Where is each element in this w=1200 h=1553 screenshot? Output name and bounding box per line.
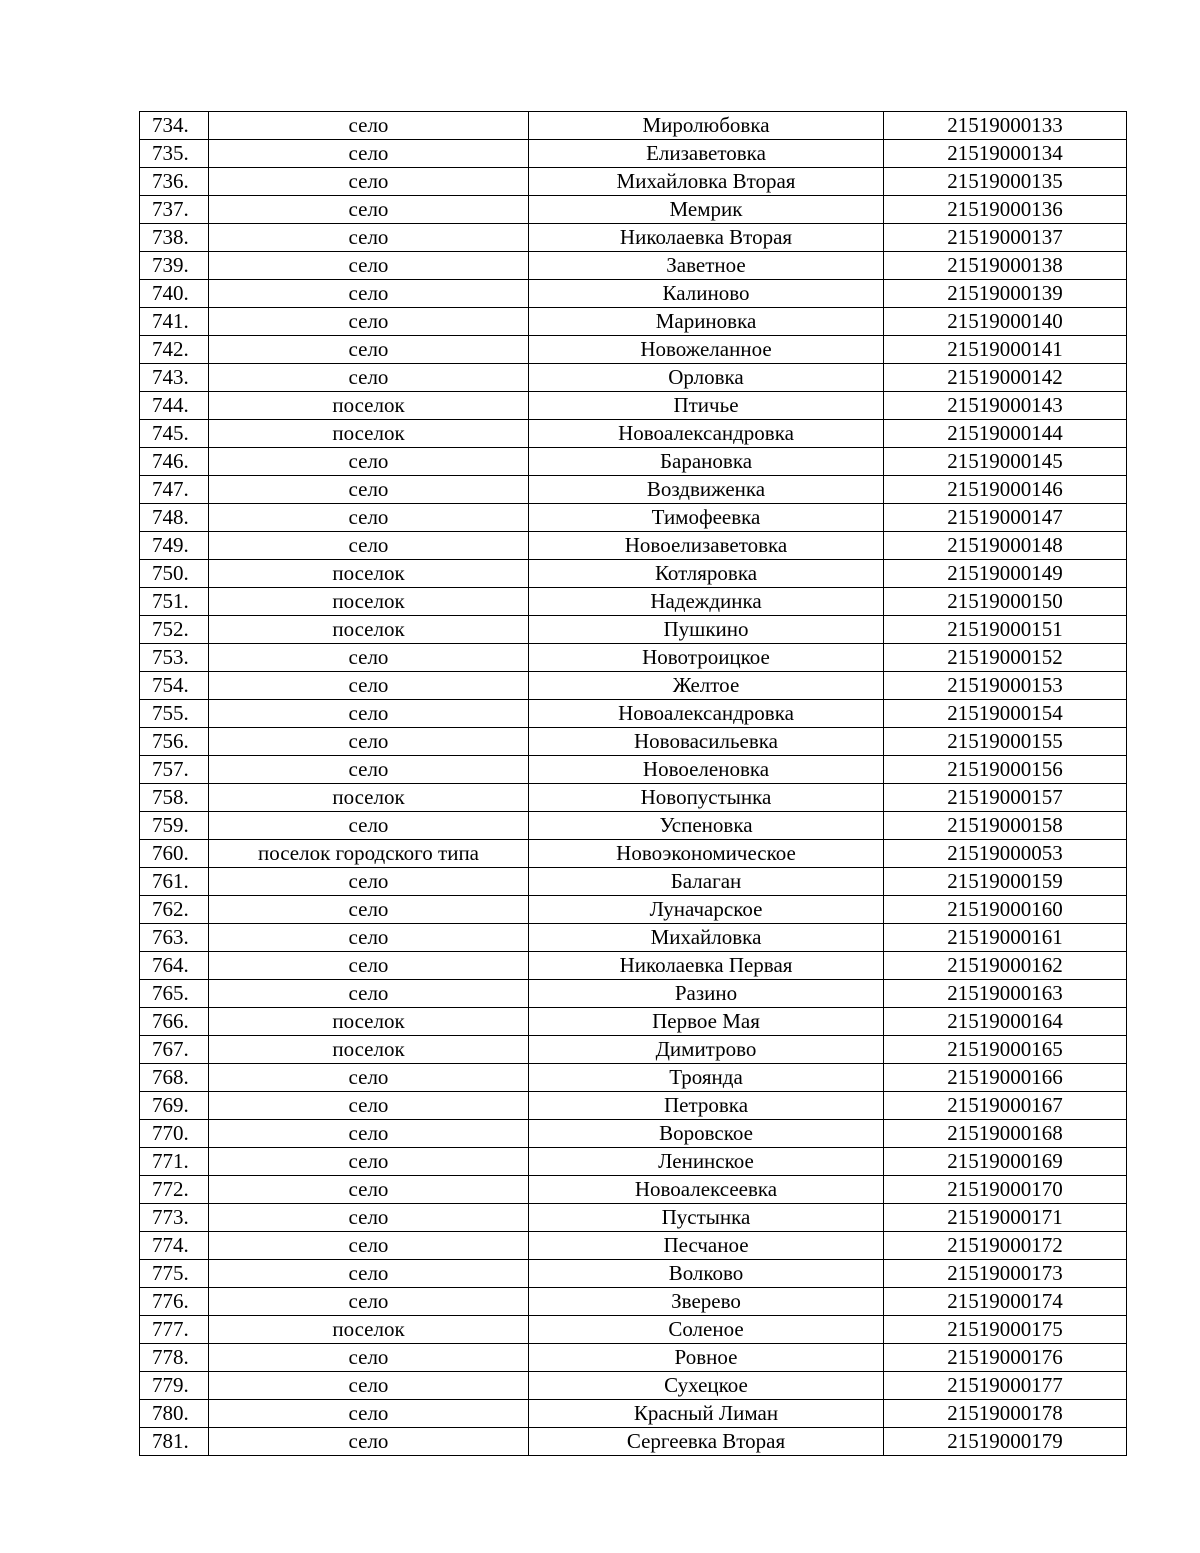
table-row <box>140 1232 1127 1260</box>
settlement-name-cell: Птичье <box>529 392 884 420</box>
settlement-type-cell: поселок городского типа <box>209 840 529 868</box>
row-number-cell: 766. <box>140 1008 209 1036</box>
settlement-type-cell: поселок <box>209 1316 529 1344</box>
settlement-type-cell: село <box>209 700 529 728</box>
settlement-code-cell: 21519000170 <box>884 1176 1127 1204</box>
settlement-type-cell: село <box>209 532 529 560</box>
row-number-cell: 734. <box>140 112 209 140</box>
row-number-cell: 741. <box>140 308 209 336</box>
settlement-type-cell: село <box>209 1372 529 1400</box>
table-row <box>140 420 1127 448</box>
row-number-cell: 756. <box>140 728 209 756</box>
settlement-type-cell: село <box>209 756 529 784</box>
settlement-name-cell: Троянда <box>529 1064 884 1092</box>
settlement-type-cell: село <box>209 448 529 476</box>
table-row <box>140 196 1127 224</box>
settlement-name-cell: Сухецкое <box>529 1372 884 1400</box>
settlement-code-cell: 21519000135 <box>884 168 1127 196</box>
settlement-type-cell: поселок <box>209 560 529 588</box>
settlement-type-cell: поселок <box>209 616 529 644</box>
settlement-name-cell: Пустынка <box>529 1204 884 1232</box>
settlement-name-cell: Николаевка Вторая <box>529 224 884 252</box>
table-row <box>140 812 1127 840</box>
table-row <box>140 1204 1127 1232</box>
settlement-name-cell: Балаган <box>529 868 884 896</box>
row-number-cell: 752. <box>140 616 209 644</box>
table-row <box>140 644 1127 672</box>
table-row <box>140 1064 1127 1092</box>
settlement-type-cell: село <box>209 252 529 280</box>
settlement-type-cell: село <box>209 336 529 364</box>
settlement-code-cell: 21519000161 <box>884 924 1127 952</box>
table-row <box>140 728 1127 756</box>
settlement-code-cell: 21519000173 <box>884 1260 1127 1288</box>
settlement-type-cell: село <box>209 952 529 980</box>
row-number-cell: 760. <box>140 840 209 868</box>
settlement-code-cell: 21519000157 <box>884 784 1127 812</box>
settlement-type-cell: село <box>209 728 529 756</box>
settlement-code-cell: 21519000134 <box>884 140 1127 168</box>
settlement-name-cell: Разино <box>529 980 884 1008</box>
row-number-cell: 746. <box>140 448 209 476</box>
row-number-cell: 759. <box>140 812 209 840</box>
settlement-code-cell: 21519000137 <box>884 224 1127 252</box>
settlement-code-cell: 21519000145 <box>884 448 1127 476</box>
settlement-name-cell: Новоеленовка <box>529 756 884 784</box>
settlement-code-cell: 21519000158 <box>884 812 1127 840</box>
settlement-name-cell: Сергеевка Вторая <box>529 1428 884 1456</box>
settlement-type-cell: поселок <box>209 784 529 812</box>
settlement-name-cell: Новожеланное <box>529 336 884 364</box>
row-number-cell: 777. <box>140 1316 209 1344</box>
settlement-code-cell: 21519000147 <box>884 504 1127 532</box>
table-row <box>140 1260 1127 1288</box>
settlement-name-cell: Заветное <box>529 252 884 280</box>
row-number-cell: 744. <box>140 392 209 420</box>
settlement-name-cell: Михайловка <box>529 924 884 952</box>
settlement-name-cell: Ровное <box>529 1344 884 1372</box>
settlement-name-cell: Надеждинка <box>529 588 884 616</box>
settlement-name-cell: Соленое <box>529 1316 884 1344</box>
row-number-cell: 776. <box>140 1288 209 1316</box>
settlement-type-cell: село <box>209 1232 529 1260</box>
settlement-type-cell: село <box>209 672 529 700</box>
settlement-code-cell: 21519000160 <box>884 896 1127 924</box>
settlement-name-cell: Елизаветовка <box>529 140 884 168</box>
table-row <box>140 308 1127 336</box>
table-row <box>140 1036 1127 1064</box>
settlement-type-cell: село <box>209 1400 529 1428</box>
settlement-code-cell: 21519000144 <box>884 420 1127 448</box>
row-number-cell: 753. <box>140 644 209 672</box>
settlement-code-cell: 21519000140 <box>884 308 1127 336</box>
settlement-code-cell: 21519000152 <box>884 644 1127 672</box>
table-row <box>140 980 1127 1008</box>
settlement-name-cell: Петровка <box>529 1092 884 1120</box>
settlement-type-cell: село <box>209 168 529 196</box>
table-row <box>140 168 1127 196</box>
settlement-code-cell: 21519000148 <box>884 532 1127 560</box>
settlement-code-cell: 21519000178 <box>884 1400 1127 1428</box>
table-row <box>140 896 1127 924</box>
settlement-code-cell: 21519000179 <box>884 1428 1127 1456</box>
row-number-cell: 761. <box>140 868 209 896</box>
table-row <box>140 392 1127 420</box>
settlement-name-cell: Мемрик <box>529 196 884 224</box>
settlement-code-cell: 21519000167 <box>884 1092 1127 1120</box>
settlement-type-cell: поселок <box>209 392 529 420</box>
settlement-name-cell: Орловка <box>529 364 884 392</box>
settlement-name-cell: Зверево <box>529 1288 884 1316</box>
row-number-cell: 740. <box>140 280 209 308</box>
table-row <box>140 756 1127 784</box>
table-row <box>140 364 1127 392</box>
settlement-name-cell: Волково <box>529 1260 884 1288</box>
settlement-type-cell: поселок <box>209 420 529 448</box>
settlement-name-cell: Красный Лиман <box>529 1400 884 1428</box>
settlement-name-cell: Михайловка Вторая <box>529 168 884 196</box>
row-number-cell: 747. <box>140 476 209 504</box>
settlement-name-cell: Котляровка <box>529 560 884 588</box>
row-number-cell: 757. <box>140 756 209 784</box>
settlement-name-cell: Николаевка Первая <box>529 952 884 980</box>
settlement-code-cell: 21519000164 <box>884 1008 1127 1036</box>
table-row <box>140 616 1127 644</box>
row-number-cell: 751. <box>140 588 209 616</box>
settlement-code-cell: 21519000146 <box>884 476 1127 504</box>
row-number-cell: 750. <box>140 560 209 588</box>
settlement-type-cell: село <box>209 980 529 1008</box>
settlement-code-cell: 21519000053 <box>884 840 1127 868</box>
settlement-name-cell: Новотроицкое <box>529 644 884 672</box>
row-number-cell: 735. <box>140 140 209 168</box>
table-body <box>140 112 1127 1456</box>
settlement-code-cell: 21519000136 <box>884 196 1127 224</box>
table-row <box>140 560 1127 588</box>
settlement-type-cell: село <box>209 476 529 504</box>
settlement-name-cell: Новоалександровка <box>529 700 884 728</box>
settlement-code-cell: 21519000138 <box>884 252 1127 280</box>
settlement-code-cell: 21519000154 <box>884 700 1127 728</box>
settlement-type-cell: село <box>209 280 529 308</box>
settlement-code-cell: 21519000172 <box>884 1232 1127 1260</box>
table-row <box>140 532 1127 560</box>
settlement-name-cell: Новоэкономическое <box>529 840 884 868</box>
table-row <box>140 1176 1127 1204</box>
table-row <box>140 1344 1127 1372</box>
row-number-cell: 754. <box>140 672 209 700</box>
table-row <box>140 504 1127 532</box>
table-row <box>140 1008 1127 1036</box>
settlement-code-cell: 21519000155 <box>884 728 1127 756</box>
table-row <box>140 1372 1127 1400</box>
settlement-code-cell: 21519000176 <box>884 1344 1127 1372</box>
table-row <box>140 672 1127 700</box>
settlement-type-cell: село <box>209 1428 529 1456</box>
settlement-code-cell: 21519000149 <box>884 560 1127 588</box>
row-number-cell: 767. <box>140 1036 209 1064</box>
row-number-cell: 771. <box>140 1148 209 1176</box>
settlement-name-cell: Нововасильевка <box>529 728 884 756</box>
settlement-code-cell: 21519000133 <box>884 112 1127 140</box>
row-number-cell: 775. <box>140 1260 209 1288</box>
settlement-type-cell: село <box>209 1260 529 1288</box>
row-number-cell: 742. <box>140 336 209 364</box>
table-row <box>140 1092 1127 1120</box>
table-row <box>140 280 1127 308</box>
row-number-cell: 765. <box>140 980 209 1008</box>
row-number-cell: 770. <box>140 1120 209 1148</box>
settlement-type-cell: село <box>209 196 529 224</box>
table-row <box>140 336 1127 364</box>
row-number-cell: 772. <box>140 1176 209 1204</box>
settlement-type-cell: поселок <box>209 1036 529 1064</box>
row-number-cell: 769. <box>140 1092 209 1120</box>
settlement-name-cell: Успеновка <box>529 812 884 840</box>
settlement-name-cell: Пушкино <box>529 616 884 644</box>
table-row <box>140 224 1127 252</box>
table-row <box>140 1400 1127 1428</box>
settlement-type-cell: село <box>209 1288 529 1316</box>
row-number-cell: 738. <box>140 224 209 252</box>
row-number-cell: 736. <box>140 168 209 196</box>
settlement-code-cell: 21519000177 <box>884 1372 1127 1400</box>
table-row <box>140 1148 1127 1176</box>
row-number-cell: 774. <box>140 1232 209 1260</box>
table-row <box>140 700 1127 728</box>
settlement-type-cell: село <box>209 868 529 896</box>
settlement-name-cell: Новоалексеевка <box>529 1176 884 1204</box>
settlement-type-cell: поселок <box>209 588 529 616</box>
row-number-cell: 743. <box>140 364 209 392</box>
settlement-type-cell: село <box>209 812 529 840</box>
settlement-name-cell: Воздвиженка <box>529 476 884 504</box>
settlement-type-cell: село <box>209 140 529 168</box>
table-row <box>140 952 1127 980</box>
settlement-name-cell: Тимофеевка <box>529 504 884 532</box>
settlement-type-cell: село <box>209 112 529 140</box>
table-row <box>140 868 1127 896</box>
row-number-cell: 745. <box>140 420 209 448</box>
table-row <box>140 140 1127 168</box>
settlement-name-cell: Желтое <box>529 672 884 700</box>
settlement-type-cell: село <box>209 364 529 392</box>
row-number-cell: 779. <box>140 1372 209 1400</box>
settlement-type-cell: село <box>209 1176 529 1204</box>
table-row <box>140 112 1127 140</box>
row-number-cell: 778. <box>140 1344 209 1372</box>
settlement-type-cell: село <box>209 924 529 952</box>
table-row <box>140 924 1127 952</box>
table-row <box>140 476 1127 504</box>
settlement-type-cell: поселок <box>209 1008 529 1036</box>
settlement-code-cell: 21519000165 <box>884 1036 1127 1064</box>
table-row <box>140 784 1127 812</box>
settlement-code-cell: 21519000141 <box>884 336 1127 364</box>
settlement-code-cell: 21519000162 <box>884 952 1127 980</box>
row-number-cell: 780. <box>140 1400 209 1428</box>
settlement-name-cell: Димитрово <box>529 1036 884 1064</box>
table-row <box>140 588 1127 616</box>
settlement-code-cell: 21519000171 <box>884 1204 1127 1232</box>
settlement-type-cell: село <box>209 1204 529 1232</box>
row-number-cell: 762. <box>140 896 209 924</box>
settlement-code-cell: 21519000175 <box>884 1316 1127 1344</box>
table-row <box>140 1428 1127 1456</box>
settlement-type-cell: село <box>209 308 529 336</box>
settlement-code-cell: 21519000153 <box>884 672 1127 700</box>
settlement-code-cell: 21519000151 <box>884 616 1127 644</box>
settlement-name-cell: Барановка <box>529 448 884 476</box>
table-row <box>140 1288 1127 1316</box>
settlement-code-cell: 21519000166 <box>884 1064 1127 1092</box>
settlement-code-cell: 21519000168 <box>884 1120 1127 1148</box>
settlement-code-cell: 21519000142 <box>884 364 1127 392</box>
settlement-type-cell: село <box>209 644 529 672</box>
table-row <box>140 1120 1127 1148</box>
settlement-name-cell: Песчаное <box>529 1232 884 1260</box>
row-number-cell: 763. <box>140 924 209 952</box>
settlement-type-cell: село <box>209 1092 529 1120</box>
row-number-cell: 755. <box>140 700 209 728</box>
table-row <box>140 840 1127 868</box>
settlement-type-cell: село <box>209 224 529 252</box>
settlement-name-cell: Миролюбовка <box>529 112 884 140</box>
settlement-type-cell: село <box>209 1344 529 1372</box>
table-row <box>140 1316 1127 1344</box>
settlement-name-cell: Воровское <box>529 1120 884 1148</box>
settlement-name-cell: Ленинское <box>529 1148 884 1176</box>
settlement-code-cell: 21519000143 <box>884 392 1127 420</box>
row-number-cell: 768. <box>140 1064 209 1092</box>
settlement-name-cell: Новоалександровка <box>529 420 884 448</box>
settlement-code-cell: 21519000159 <box>884 868 1127 896</box>
settlement-name-cell: Калиново <box>529 280 884 308</box>
settlement-type-cell: село <box>209 1148 529 1176</box>
settlement-code-cell: 21519000163 <box>884 980 1127 1008</box>
settlement-code-cell: 21519000174 <box>884 1288 1127 1316</box>
settlement-type-cell: село <box>209 1120 529 1148</box>
settlement-code-cell: 21519000156 <box>884 756 1127 784</box>
settlements-table <box>139 111 1127 1456</box>
row-number-cell: 764. <box>140 952 209 980</box>
settlement-type-cell: село <box>209 1064 529 1092</box>
row-number-cell: 737. <box>140 196 209 224</box>
settlement-type-cell: село <box>209 504 529 532</box>
row-number-cell: 773. <box>140 1204 209 1232</box>
settlement-name-cell: Луначарское <box>529 896 884 924</box>
settlement-code-cell: 21519000169 <box>884 1148 1127 1176</box>
settlement-name-cell: Новопустынка <box>529 784 884 812</box>
row-number-cell: 739. <box>140 252 209 280</box>
settlement-name-cell: Мариновка <box>529 308 884 336</box>
row-number-cell: 781. <box>140 1428 209 1456</box>
row-number-cell: 749. <box>140 532 209 560</box>
settlement-type-cell: село <box>209 896 529 924</box>
settlement-code-cell: 21519000150 <box>884 588 1127 616</box>
settlement-name-cell: Новоелизаветовка <box>529 532 884 560</box>
table-row <box>140 252 1127 280</box>
row-number-cell: 758. <box>140 784 209 812</box>
row-number-cell: 748. <box>140 504 209 532</box>
settlement-name-cell: Первое Мая <box>529 1008 884 1036</box>
settlement-code-cell: 21519000139 <box>884 280 1127 308</box>
table-row <box>140 448 1127 476</box>
